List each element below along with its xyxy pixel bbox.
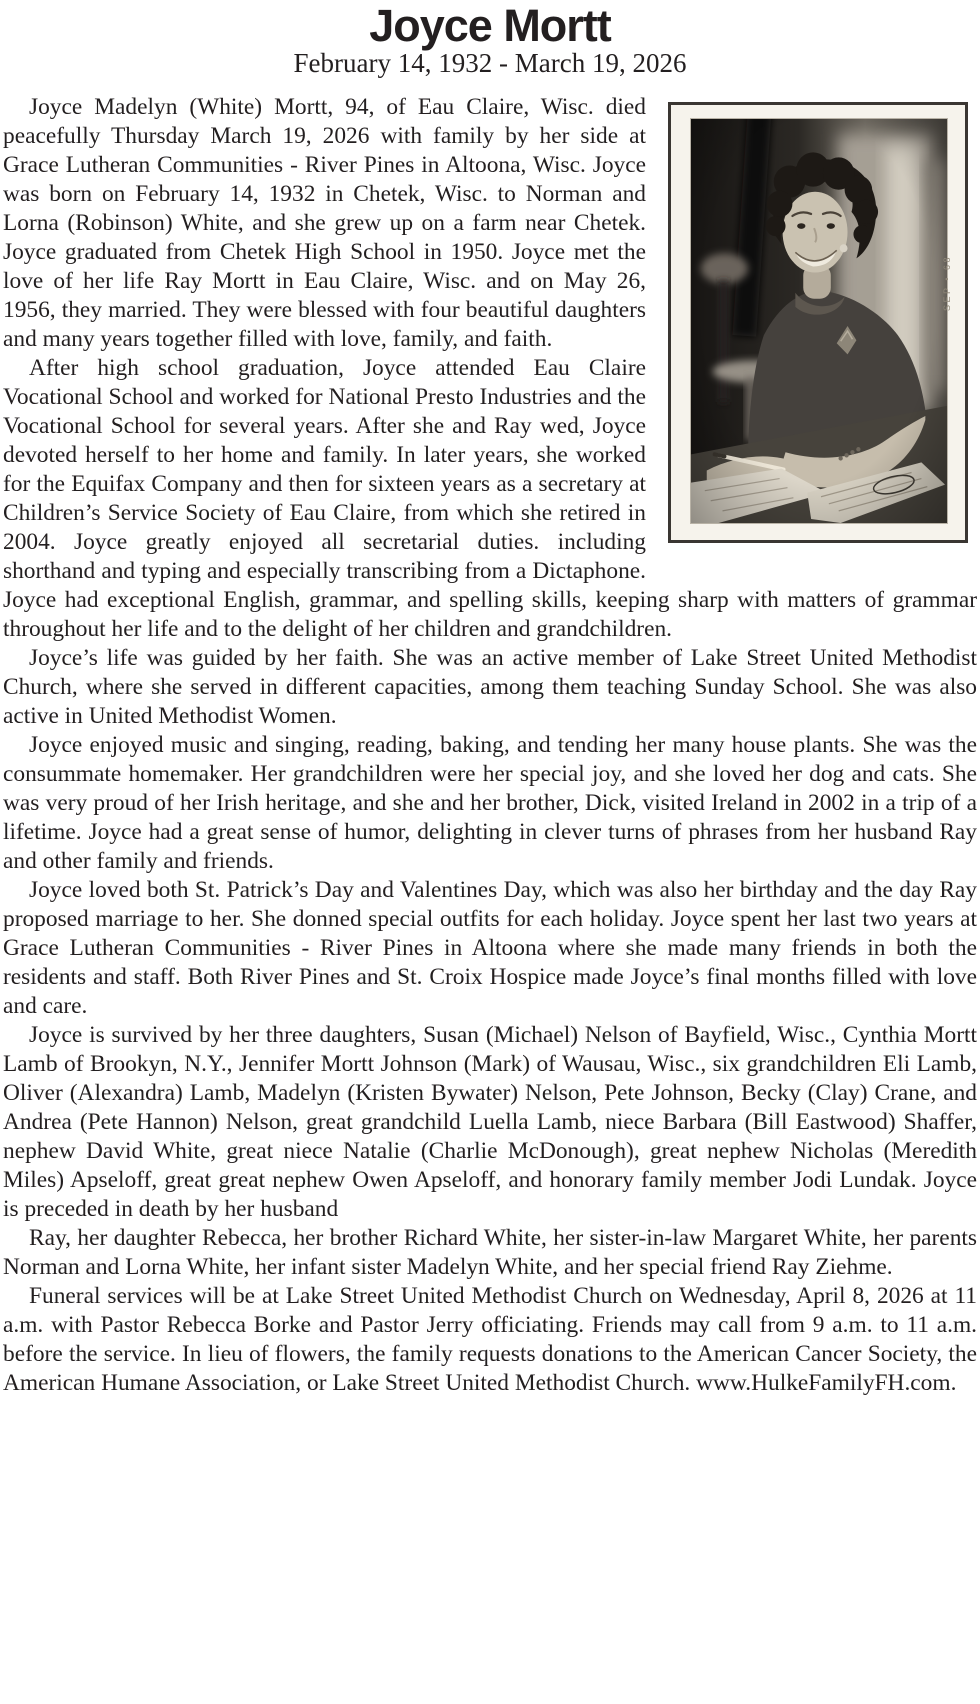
portrait-photo-image: [691, 119, 947, 523]
obituary-paragraph: Joyce loved both St. Patrick’s Day and Valentines Day, which was also her birthday and the day Ray proposed marriage to her. She donned special outfits for each holiday. Joyce spent her last two years at Grace Lutheran Communities - River Pines in Altoona where she made many friends in both the residents and staff. Both River Pines and St. Croix Hospice made Joyce’s final months filled with love and care.: [3, 877, 977, 1019]
obituary-name-title: Joyce Mortt: [369, 0, 611, 51]
portrait-photo-frame: [668, 102, 968, 543]
obituary-paragraph: After high school graduation, Joyce attended Eau Claire Vocational School and worked for National Presto Industries and the Vocational School for several years. After she and Ray wed, Joyce devoted herself to her home and family. In later years, she worked for the Equifax Company and then for sixteen years as a secretary at Children’s Service Society of Eau Claire, from which she retired in 2004. Joyce greatly enjoyed all secretarial duties. including shorthand and typing and especially transcribing from a Dictaphone. Joyce had exceptional English, grammar, and spelling skills, keeping sharp with matters of grammar throughout her life and to the delight of her children and grandchildren.: [3, 355, 977, 642]
obituary-body: [3, 93, 977, 1398]
obituary-paragraph: Joyce enjoyed music and singing, reading, baking, and tending her many house plants. She was the consummate homemaker. Her grandchildren were her special joy, and she loved her dog and cats. She was very proud of her Irish heritage, and she and her brother, Dick, visited Ireland in 2002 in a trip of a lifetime. Joyce had a great sense of humor, delighting in clever turns of phrases from her husband Ray and other family and friends.: [3, 732, 977, 874]
obituary-paragraph: Joyce’s life was guided by her faith. She was an active member of Lake Street United Methodist Church, where she served in different capacities, among them teaching Sunday School. She was also active in United Methodist Women.: [3, 645, 977, 729]
photo-date-stamp: SEP • 68: [942, 255, 952, 312]
portrait-photo: [690, 118, 948, 524]
obituary-paragraph: Joyce Madelyn (White) Mortt, 94, of Eau Claire, Wisc. died peacefully Thursday March 19, 2026 with family by her side at Grace Lutheran Communities - River Pines in Altoona, Wisc. Joyce was born on February 14, 1932 in Chetek, Wisc. to Norman and Lorna (Robinson) White, and she grew up on a farm near Chetek. Joyce graduated from Chetek High School in 1950. Joyce met the love of her life Ray Mortt in Eau Claire, Wisc. and on May 26, 1956, they married. They were blessed with four beautiful daughters and many years together filled with love, family, and faith.: [3, 94, 646, 352]
obituary-dates: February 14, 1932 - March 19, 2026: [293, 48, 687, 78]
obituary-paragraph: Ray, her daughter Rebecca, her brother Richard White, her sister-in-law Margaret White, her parents Norman and Lorna White, her infant sister Madelyn White, and her special friend Ray Ziehme.: [3, 1225, 977, 1280]
obituary-paragraph: Funeral services will be at Lake Street United Methodist Church on Wednesday, April 8, 2026 at 11 a.m. with Pastor Rebecca Borke and Pastor Jerry officiating. Friends may call from 9 a.m. to 11 a.m. before the service. In lieu of flowers, the family requests donations to the American Cancer Society, the American Humane Association, or Lake Street United Methodist Church. www.HulkeFamilyFH.com.: [3, 1283, 977, 1396]
obituary-document: [3, 0, 977, 1398]
obituary-paragraph: Joyce is survived by her three daughters, Susan (Michael) Nelson of Bayfield, Wisc., Cynthia Mortt Lamb of Brookyn, N.Y., Jennifer Mortt Johnson (Mark) of Wausau, Wisc., six grandchildren Eli Lamb, Oliver (Alexandra) Lamb, Madelyn (Kristen Bywater) Nelson, Pete Johnson, Becky (Clay) Crane, and Andrea (Pete Hannon) Nelson, great grandchild Luella Lamb, niece Barbara (Bill Eastwood) Shaffer, nephew David White, great niece Natalie (Charlie McDonough), great nephew Nicholas (Meredith Miles) Apseloff, great great nephew Owen Apseloff, and honorary family member Jodi Lundak. Joyce is preceded in death by her husband: [3, 1022, 977, 1222]
